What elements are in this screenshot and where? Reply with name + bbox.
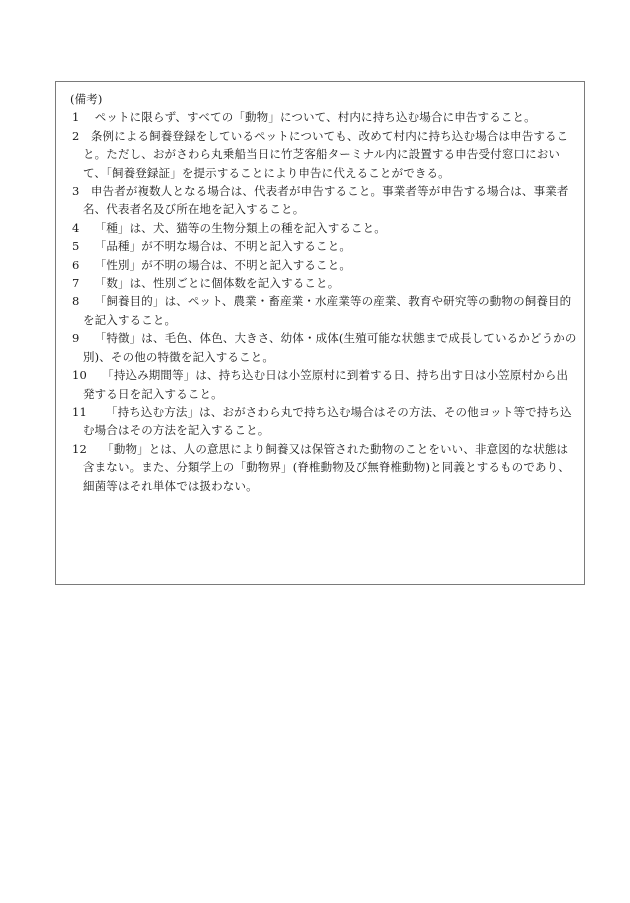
note-text: 「種」は、犬、猫等の生物分類上の種を記入すること。 [94, 220, 386, 235]
note-7 [66, 274, 578, 292]
note-9 [66, 329, 578, 366]
note-text: 「性別」が不明の場合は、不明と記入すること。 [94, 257, 352, 272]
note-11 [66, 403, 578, 440]
note-number: 10 [72, 368, 87, 383]
note-text: 「動物」とは、人の意思により飼養又は保管された動物のことをいい、非意図的な状態は含まない。また、分類学上の「動物界」(脊椎動物及び無脊椎動物)と同義とするものであり、細菌等はそれ単体では扱わない。 [83, 441, 570, 493]
note-number: 6 [72, 257, 80, 272]
note-1 [66, 108, 578, 126]
note-6 [66, 256, 578, 274]
note-8 [66, 292, 578, 329]
note-number: 9 [72, 331, 80, 346]
note-12 [66, 440, 578, 495]
note-text: 「数」は、性別ごとに個体数を記入すること。 [94, 276, 340, 291]
note-3 [66, 182, 578, 219]
remarks-content [66, 90, 578, 495]
note-number: 1 [72, 110, 80, 125]
note-text: 「持込み期間等」は、持ち込む日は小笠原村に到着する日、持ち出す日は小笠原村から出発する日を記入すること。 [83, 368, 569, 401]
note-text: 「持ち込む方法」は、おがさわら丸で持ち込む場合はその方法、その他ヨット等で持ち込む場合はその方法を記入すること。 [83, 404, 572, 438]
note-number: 12 [72, 441, 87, 456]
note-number: 5 [72, 239, 80, 254]
note-5 [66, 237, 578, 255]
note-text: 条例による飼養登録をしているペットについても、改めて村内に持ち込む場合は申告すること。ただし、おがさわら丸乗船当日に竹芝客船ターミナル内に設置する申告受付窓口において、「飼養登録証」を提示することにより申告に代えることができる。 [83, 128, 569, 180]
note-number: 3 [72, 184, 80, 199]
note-2 [66, 127, 578, 182]
note-text: 「品種」が不明な場合は、不明と記入すること。 [94, 239, 352, 254]
note-text: ペットに限らず、すべての「動物」について、村内に持ち込む場合に申告すること。 [94, 110, 536, 125]
note-number: 11 [72, 404, 87, 419]
note-number: 4 [72, 220, 80, 235]
note-number: 8 [72, 294, 80, 309]
remarks-heading: (備考) [70, 92, 103, 106]
note-text: 申告者が複数人となる場合は、代表者が申告すること。事業者等が申告する場合は、事業者名、代表者名及び所在地を記入すること。 [83, 184, 569, 217]
note-text: 「飼養目的」は、ペット、農業・畜産業・水産業等の産業、教育や研究等の動物の飼養目的を記入すること。 [83, 294, 572, 327]
note-number: 2 [72, 128, 80, 143]
note-4 [66, 219, 578, 237]
note-text: 「特徴」は、毛色、体色、大きさ、幼体・成体(生殖可能な状態まで成長しているかどうかの別)、その他の特徴を記入すること。 [83, 331, 577, 364]
note-number: 7 [72, 276, 80, 291]
note-10 [66, 366, 578, 403]
